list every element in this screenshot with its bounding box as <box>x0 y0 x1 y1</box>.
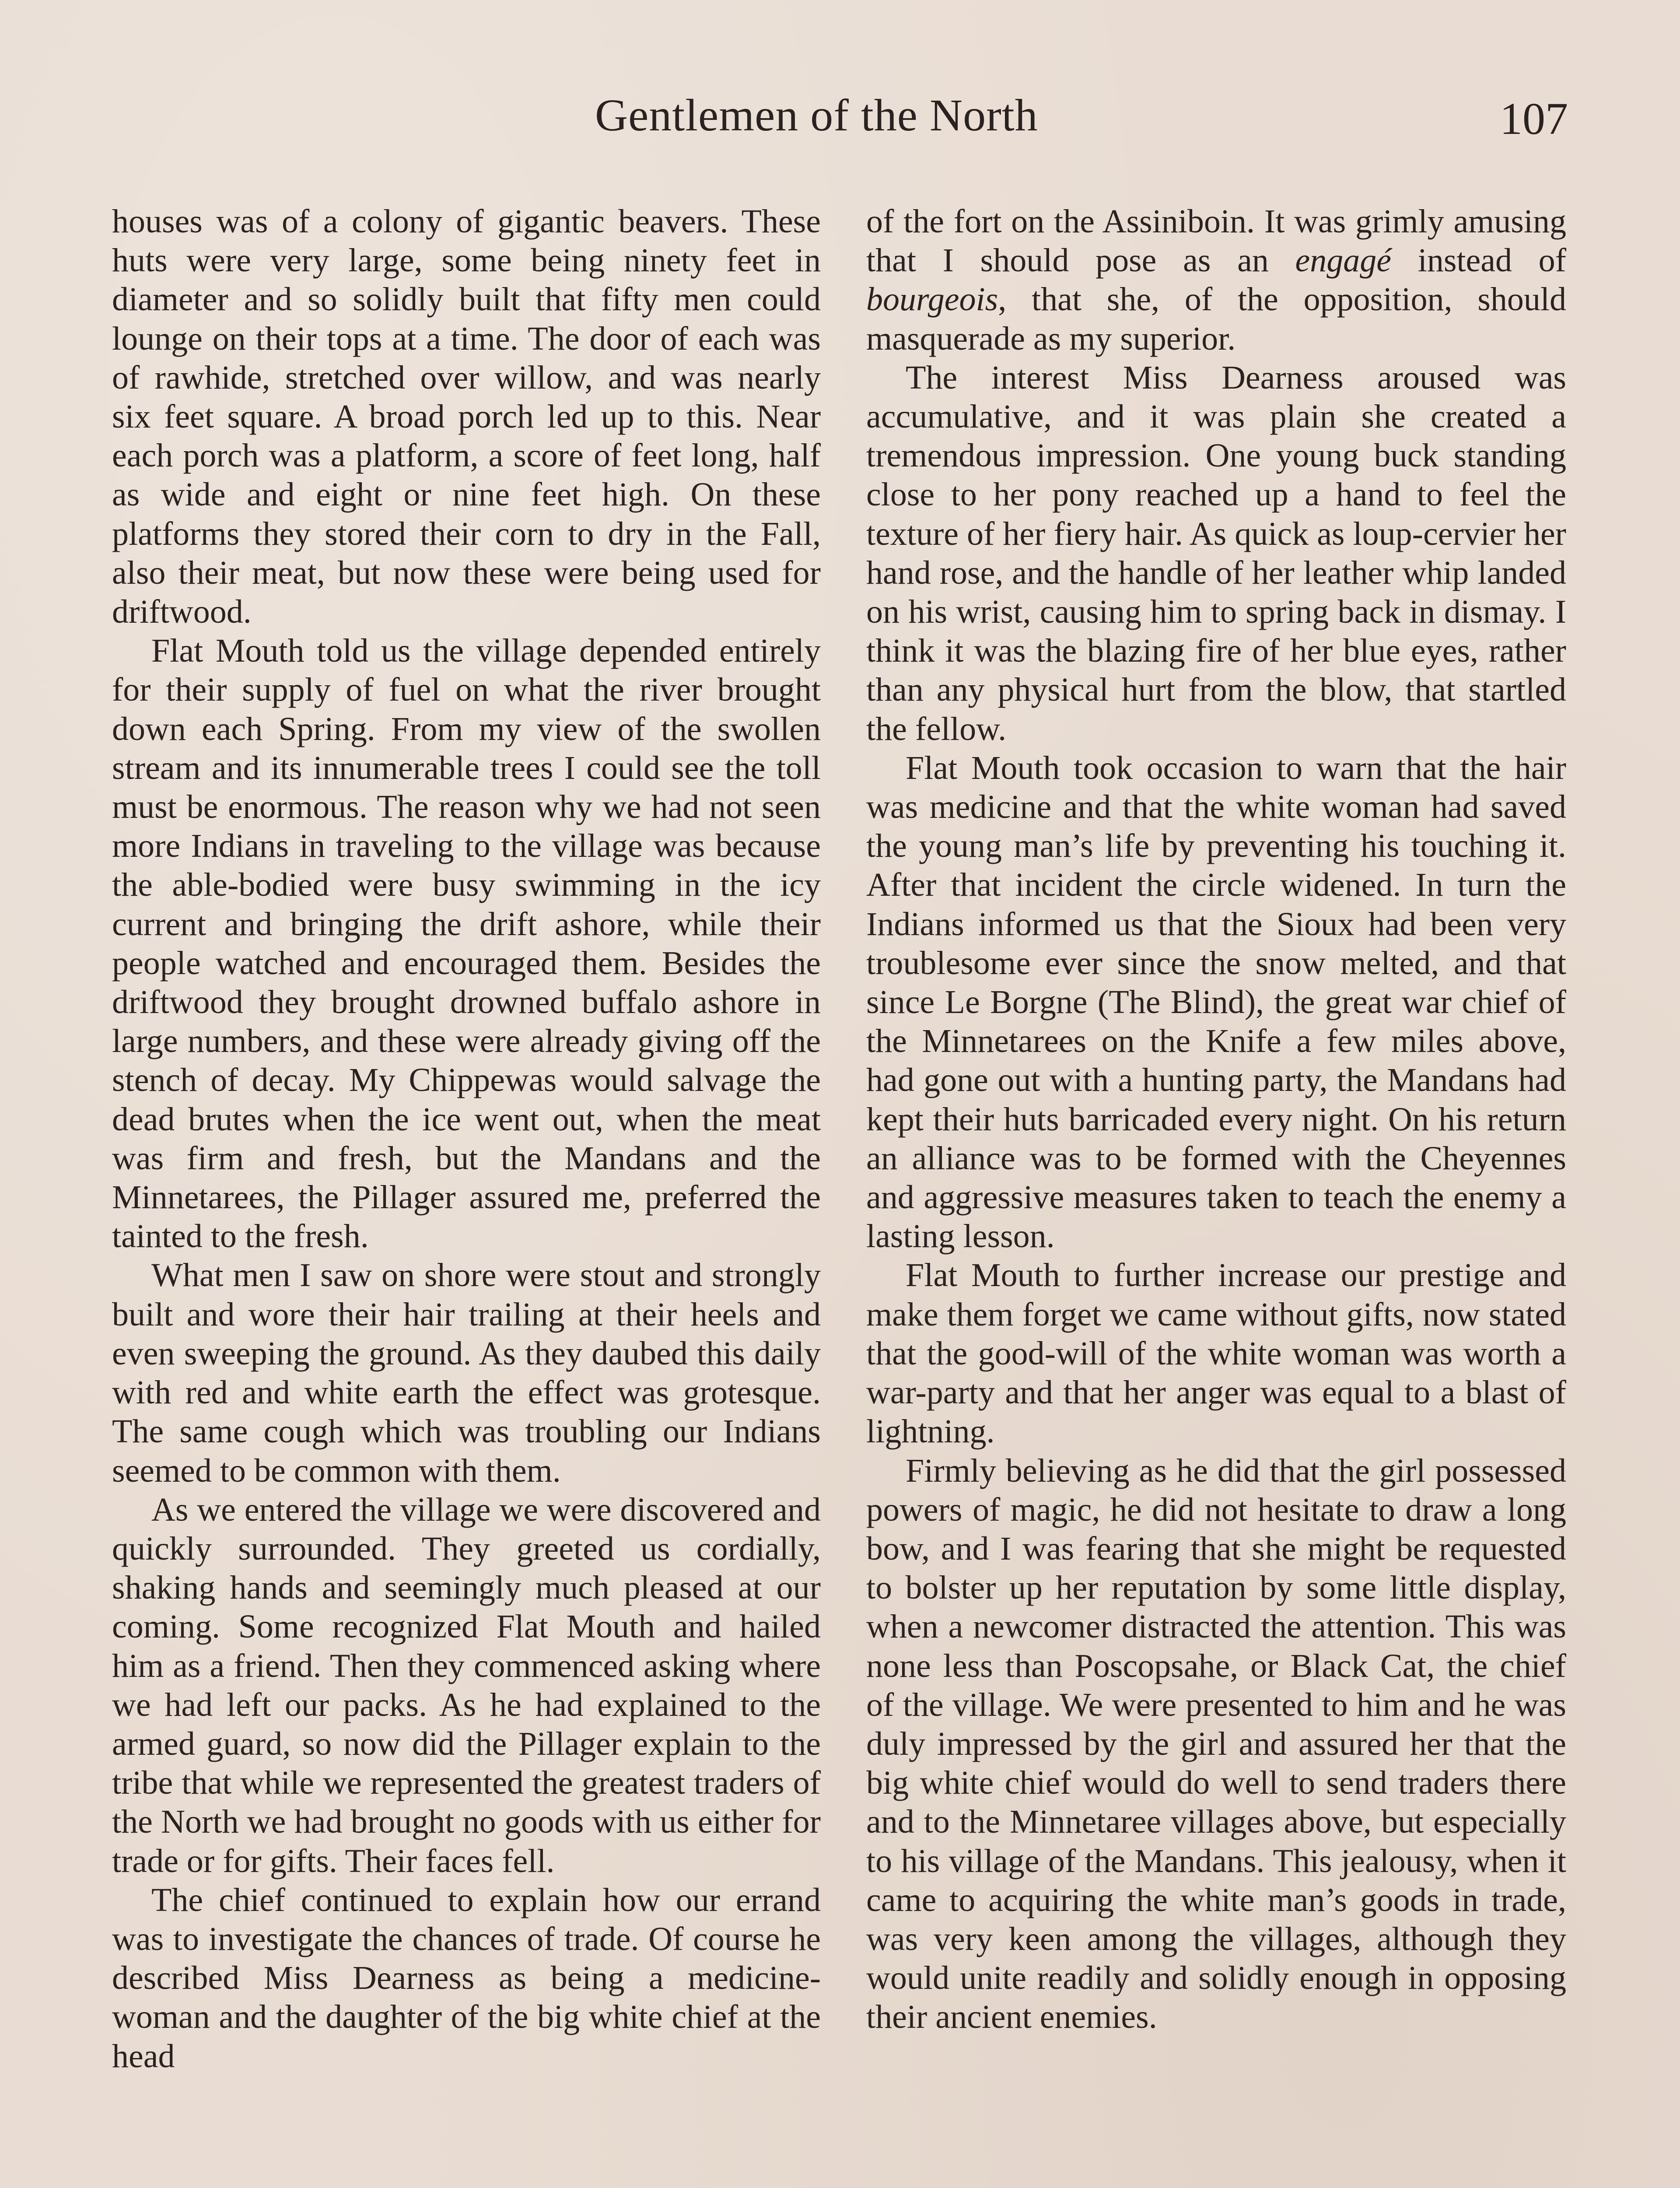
page-number: 107 <box>1500 94 1568 144</box>
left-column <box>112 202 821 2076</box>
paragraph: What men I saw on shore were stout and strongly built and wore their hair trailing at their heels and even sweeping the ground. As they daubed this daily with red and white earth the effect was grotesque. The same cough which was troubling our Indians seemed to be common with them. <box>112 1257 821 1489</box>
text-run: instead of <box>1391 242 1566 279</box>
paragraph: The chief continued to explain how our errand was to investigate the chances of trade. Of course he described Miss Dearness as being a medicine-woman and the daughter of the big white chief at the head <box>112 1881 821 2075</box>
paragraph: Flat Mouth told us the village depended entirely for their supply of fuel on what the river brought down each Spring. From my view of the swollen stream and its innumerable trees I could see the toll must be enormous. The reason why we had not seen more Indians in traveling to the village was because the able-bodied were busy swimming in the icy current and bringing the drift ashore, while their people watched and encouraged them. Besides the driftwood they brought drowned buffalo ashore in large numbers, and these were already giving off the stench of decay. My Chippewas would salvage the dead brutes when the ice went out, when the meat was firm and fresh, but the Mandans and the Minnetarees, the Pillager assured me, preferred the tainted to the fresh. <box>112 632 821 1255</box>
paragraph: As we entered the village we were discovered and quickly surrounded. They greeted us cordially, shaking hands and seemingly much pleased at our coming. Some recognized Flat Mouth and hailed him as a friend. Then they commenced asking where we had left our packs. As he had explained to the armed guard, so now did the Pillager explain to the tribe that while we represented the greatest traders of the North we had brought no goods with us either for trade or for gifts. Their faces fell. <box>112 1491 821 1879</box>
italic-term: engagé <box>1295 242 1391 279</box>
running-title: Gentlemen of the North <box>595 90 1038 140</box>
paragraph: houses was of a colony of gigantic beavers. These huts were very large, some being ninety feet in diameter and so solidly built that fifty men could lounge on their tops at a time. The door of each was of rawhide, stretched over willow, and was nearly six feet square. A broad porch led up to this. Near each porch was a platform, a score of feet long, half as wide and eight or nine feet high. On these platforms they stored their corn to dry in the Fall, also their meat, but now these were being used for driftwood. <box>112 203 821 631</box>
paragraph <box>866 202 1566 358</box>
paragraph: Firmly believing as he did that the girl possessed powers of magic, he did not hesitate to draw a long bow, and I was fearing that she might be requested to bolster up her reputation by some little display, when a newcomer distracted the attention. This was none less than Poscopsahe, or Black Cat, the chief of the village. We were presented to him and he was duly impressed by the girl and assured her that the big white chief would do well to send traders there and to the Minnetaree villages above, but especially to his village of the Mandans. This jealousy, when it came to acquiring the white man’s goods in trade, was very keen among the villages, although they would unite readily and solidly enough in opposing their ancient enemies. <box>866 1452 1566 2036</box>
italic-term: bourgeois <box>866 281 998 318</box>
text-run: , that she, of the opposition, should masquerade as my superior. <box>866 281 1566 357</box>
right-column <box>866 202 1566 2037</box>
text-run: of the fort on the Assiniboin. It was grimly amusing that I should pose as an <box>866 203 1566 279</box>
paragraph: Flat Mouth to further increase our prestige and make them forget we came without gifts, now stated that the good-will of the white woman was worth a war-party and that her anger was equal to a blast of lightning. <box>866 1257 1566 1450</box>
paragraph: The interest Miss Dearness aroused was accumulative, and it was plain she created a tremendous impression. One young buck standing close to her pony reached up a hand to feel the texture of her fiery hair. As quick as loup-cervier her hand rose, and the handle of her leather whip landed on his wrist, causing him to spring back in dismay. I think it was the blazing fire of her blue eyes, rather than any physical hurt from the blow, that startled the fellow. <box>866 359 1566 747</box>
paragraph: Flat Mouth took occasion to warn that the hair was medicine and that the white woman had saved the young man’s life by preventing his touching it. After that incident the circle widened. In turn the Indians informed us that the Sioux had been very troublesome ever since the snow melted, and that since Le Borgne (The Blind), the great war chief of the Minnetarees on the Knife a few miles above, had gone out with a hunting party, the Mandans had kept their huts barricaded every night. On his return an alliance was to be formed with the Cheyennes and aggressive measures taken to teach the enemy a lasting lesson. <box>866 749 1566 1255</box>
